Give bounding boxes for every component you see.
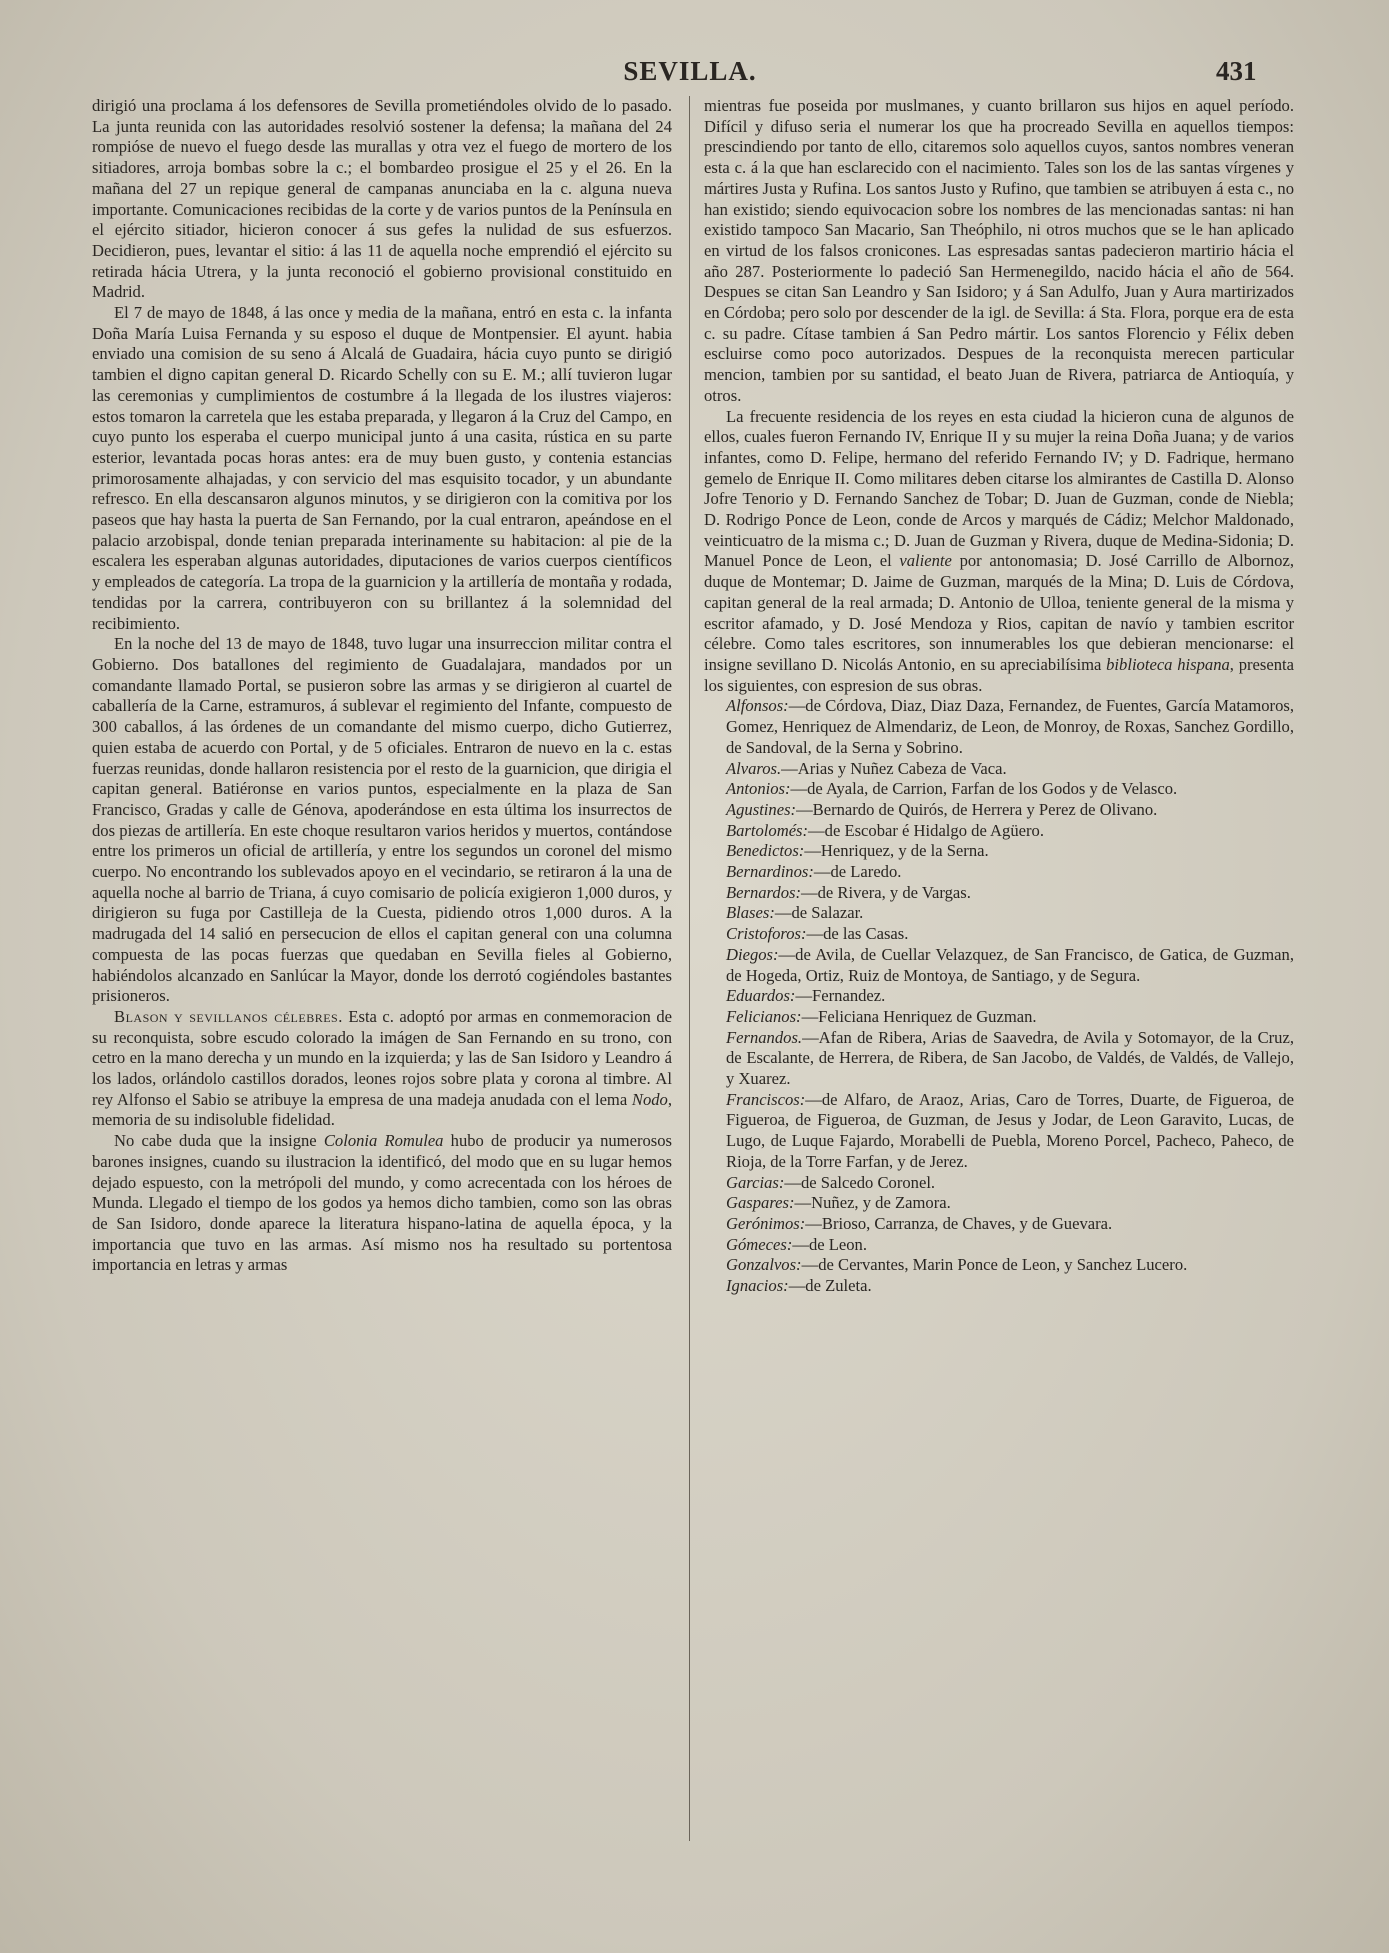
- entry-text: —Arias y Nuñez Cabeza de Vaca.: [781, 758, 1007, 778]
- entry-name: Bartolomés:: [726, 820, 809, 840]
- entry-name: Eduardos:: [726, 986, 796, 1006]
- section-heading: Blason y sevillanos célebres.: [114, 1006, 343, 1026]
- left-column: [92, 96, 672, 1276]
- list-item: [704, 1276, 1294, 1297]
- list-item: [704, 883, 1294, 904]
- paragraph: [92, 1131, 672, 1276]
- entry-text: —de Laredo.: [813, 862, 902, 882]
- paragraph: [92, 1007, 672, 1131]
- entry-text: —de las Casas.: [806, 924, 909, 944]
- entry-text: —de Alfaro, de Araoz, Arias, Caro de Torres, Duarte, de Figueroa, de Figueroa, de Figueroa, de Guzman, de Jesus y Jodar, de Leon Garavito, Lucas, de Lugo, de Luque Fajardo, Morabelli de Puebla, Moreno Porcel, Pacheco, Paheco, de Rioja, de la Torre Farfan, y de Jerez.: [726, 1089, 1294, 1171]
- list-item: [704, 945, 1294, 986]
- entry-text: —de Córdova, Diaz, Diaz Daza, Fernandez, de Fuentes, García Matamoros, Gomez, Henriquez de Almendariz, de Leon, de Monroy, de Roxas, Sanchez Gordillo, de Sandoval, de la Serna y Sobrino.: [726, 696, 1294, 757]
- entry-name: Bernardinos:: [726, 862, 814, 882]
- entry-name: Gómeces:: [726, 1234, 793, 1254]
- text-run: Esta c. adoptó por armas en conmemoracion de su reconquista, sobre escudo colorado la imágen de San Fernando en su trono, con cetro en la mano derecha y un mundo en la izquierda; y las de San Isidoro y Leandro á los lados, orlándolo castillos dorados, leones rojos sobre plata y corona al timbre. Al rey Alfonso el Sabio se atribuye la empresa de una madeja anudada con el lema: [92, 1006, 672, 1109]
- list-item: [704, 1090, 1294, 1173]
- entry-text: —Bernardo de Quirós, de Herrera y Perez de Olivano.: [796, 799, 1158, 819]
- entry-name: Alvaros.: [726, 758, 782, 778]
- paragraph: dirigió una proclama á los defensores de Sevilla prometiéndoles olvido de lo pasado. La junta reunida con las autoridades resolvió sostener la defensa; la mañana del 24 rompióse de nuevo el fuego desde las murallas y otra vez el fuego de mortero de los sitiadores, arroja bombas sobre la c.; el bombardeo prosigue el 25 y el 26. En la mañana del 27 un repique general de campanas anunciaba en la c. alguna nueva importante. Comunicaciones recibidas de la corte y de varios puntos de la Península en el ejército sitiador, hicieron conocer á sus gefes la nulidad de sus esfuerzos. Decidieron, pues, levantar el sitio: á las 11 de aquella noche emprendió el ejército su retirada hácia Utrera, y la junta reconoció el gobierno provisional constituido en Madrid.: [92, 96, 672, 302]
- paragraph: [704, 407, 1294, 697]
- entry-name: Franciscos:: [726, 1089, 806, 1109]
- text-run: por antonomasia; D. José Carrillo de Albornoz, duque de Montemar; D. Jaime de Guzman, marqués de la Mina; D. Luis de Córdova, capitan general de la real armada; D. Antonio de Ulloa, teniente general de la misma y escritor afamado, y D. José Mendoza y Rios, capitan de navío y tambien escritor célebre. Como tales escritores, son innumerables los que debieran mencionarse: el insigne sevillano D. Nicolás Antonio, en su apreciabilísima: [704, 551, 1294, 674]
- paragraph: mientras fue poseida por muslmanes, y cuanto brillaron sus hijos en aquel período. Difícil y difuso seria el numerar los que ha procreado Sevilla en aquellos tiempos: prescindiendo por tanto de ello, citaremos solo aquellos cuyos, santos nombres veneran esta c. á la que han esclarecido con el nacimiento. Tales son los de las santas vírgenes y mártires Justa y Rufina. Los santos Justo y Rufino, que tambien se atribuyen á esta c., no han existido; siendo equivocacion sobre los nombres de las mencionadas santas: ni han existido tampoco San Macario, San Theóphilo, ni otros muchos que se le han aplicado en virtud de los falsos cronicones. Las espresadas santas padecieron martirio hácia el año 287. Posteriormente lo padeció San Hermenegildo, nacido hácia el año de 564. Despues se citan San Leandro y San Isidoro; y á San Adulfo, Juan y Aura martirizados en Córdoba; pero solo por descender de la igl. de Sevilla: á Sta. Flora, porque era de esta c. su padre. Cítase tambien á San Pedro mártir. Los santos Florencio y Félix deben escluirse como poco autorizados. Despues de la reconquista merecen particular mencion, tambien por su santidad, el beato Juan de Rivera, patriarca de Antioquía, y otros.: [704, 96, 1294, 405]
- entry-text: —de Cervantes, Marin Ponce de Leon, y Sanchez Lucero.: [801, 1255, 1188, 1275]
- entry-name: Cristoforos:: [726, 924, 807, 944]
- entry-text: —de Leon.: [792, 1234, 867, 1254]
- entry-text: —Fernandez.: [795, 986, 886, 1006]
- list-item: [704, 841, 1294, 862]
- list-item: [704, 1028, 1294, 1090]
- entry-text: —de Ayala, de Carrion, Farfan de los Godos y de Velasco.: [790, 779, 1178, 799]
- list-item: [704, 696, 1294, 758]
- text-run: No cabe duda que la insigne: [114, 1131, 324, 1151]
- paragraph: El 7 de mayo de 1848, á las once y media de la mañana, entró en esta c. la infanta Doña María Luisa Fernanda y su esposo el duque de Montpensier. El ayunt. habia enviado una comision de su seno á Alcalá de Guadaira, hácia cuyo punto se dirigió tambien el digno capitan general D. Ricardo Schelly con su E. M.; allí tuvieron lugar las ceremonias y cumplimientos de costumbre á la llegada de los ilustres viajeros: estos tomaron la carretela que les estaba preparada, y llegaron á la Cruz del Campo, en cuyo punto los esperaba el cuerpo municipal junto á una casita, rústica en su parte esterior, levantada pocas horas antes: era de muy buen gusto, y contenia estancias primorosamente alhajadas, y con servicio del mas esquisito tocador, y un abundante refresco. En ella descansaron algunos minutos, y se dirigieron con la comitiva por los paseos que hay hasta la puerta de San Fernando, por la cual entraron, apeándose en el palacio arzobispal, donde tenian preparada interinamente su habitacion: al pie de la escalera les esperaban algunas autoridades, diputaciones de varios cuerpos científicos y empleados de categoría. La tropa de la guarnicion y la artillería de montaña y rodada, tendidas por la carrera, contribuyeron con su brillantez á la solemnidad del recibimiento.: [92, 303, 672, 633]
- list-item: [704, 1255, 1294, 1276]
- entry-name: Ignacios:: [726, 1276, 789, 1296]
- list-item: [704, 862, 1294, 883]
- italic-run: valiente: [899, 551, 952, 571]
- entry-name: Felicianos:: [726, 1006, 802, 1026]
- list-item: [704, 1173, 1294, 1194]
- running-head: [0, 56, 1389, 96]
- entry-name: Garcias:: [726, 1172, 785, 1192]
- list-item: [704, 903, 1294, 924]
- entry-text: —Brioso, Carranza, de Chaves, y de Guevara.: [805, 1213, 1113, 1233]
- entry-name: Diegos:: [726, 944, 779, 964]
- list-item: [704, 1193, 1294, 1214]
- list-item: [704, 779, 1294, 800]
- italic-run: biblioteca hispana: [1106, 654, 1230, 674]
- list-item: [704, 986, 1294, 1007]
- entry-text: —de Rivera, y de Vargas.: [800, 882, 971, 902]
- entry-name: Antonios:: [726, 779, 791, 799]
- entry-text: —de Avila, de Cuellar Velazquez, de San Francisco, de Gatica, de Guzman, de Hogeda, Ortiz, Ruiz de Montoya, de Santiago, y de Segura.: [726, 944, 1294, 985]
- entry-text: —Feliciana Henriquez de Guzman.: [801, 1006, 1037, 1026]
- text-run: hubo de producir ya numerosos barones insignes, cuando su ilustracion la identificó, del modo que en su lugar hemos dejado espuesto, con la metrópoli del mundo, y como acrecentada con los héroes de Munda. Llegado el tiempo de los godos ya hemos dicho tambien, como son las obras de San Isidoro, donde aparece la literatura hispano-latina de aquella época, y la importancia que tuvo en las armas. Así mismo nos ha resultado su portentosa importancia en letras y armas: [92, 1131, 672, 1275]
- entry-name: Fernandos.: [726, 1027, 803, 1047]
- list-item: [704, 821, 1294, 842]
- list-item: [704, 759, 1294, 780]
- entry-text: —Afan de Ribera, Arias de Saavedra, de Avila y Sotomayor, de la Cruz, de Escalante, de Herrera, de Ribera, de San Jacobo, de Valdés, de Valdés, de Vallejo, y Xuarez.: [726, 1027, 1294, 1089]
- entry-text: —de Salazar.: [774, 903, 864, 923]
- text-run: , memoria de su indisoluble fidelidad.: [92, 1089, 672, 1130]
- entry-text: —Henriquez, y de la Serna.: [804, 841, 989, 861]
- entry-name: Alfonsos:: [726, 696, 789, 716]
- paragraph: En la noche del 13 de mayo de 1848, tuvo lugar una insurreccion militar contra el Gobierno. Dos batallones del regimiento de Guadalajara, mandados por un comandante llamado Portal, se pusieron sobre las armas y se dirigieron al cuartel de caballería de la Carne, estramuros, á sublevar el regimiento del Infante, compuesto de 300 caballos, á las órdenes de un comandante del mismo cuerpo, dicho Gutierrez, quien estaba de acuerdo con Portal, y de 5 oficiales. Entraron de nuevo en la c. estas fuerzas reunidas, donde hallaron resistencia por el resto de la guarnicion, que dirigia el capitan general. Batiéronse en varios puntos, especialmente en la plaza de San Francisco, Gradas y calle de Génova, apoderándose en esta última los insurrectos de dos piezas de artillería. En este choque resultaron varios heridos y muertos, contándose entre los primeros un oficial de artillería, y entre los segundos un coronel del mismo cuerpo. No encontrando los sublevados apoyo en el vecindario, se retiraron á la una de aquella noche al barrio de Triana, á cuyo comisario de policía exigieron 1,000 duros, y dirigieron su fuga por Castilleja de la Cuesta, pidiendo otros 1,000 duros. A la madrugada del 14 salió en persecucion de ellos el capitan general con una columna compuesta de las pocas fuerzas que quedaban en Sevilla fieles al Gobierno, habiéndolos alcanzado en Sanlúcar la Mayor, donde los derrotó cogiéndoles bastantes prisioneros.: [92, 634, 672, 1006]
- entry-text: —de Salcedo Coronel.: [784, 1172, 936, 1192]
- entry-name: Blases:: [726, 903, 775, 923]
- text-run: , presenta los siguientes, con espresion de sus obras.: [704, 654, 1294, 695]
- page-title: SEVILLA.: [623, 56, 757, 86]
- list-item: [704, 800, 1294, 821]
- entry-name: Benedictos:: [726, 841, 805, 861]
- list-item: [704, 1235, 1294, 1256]
- text-run: La frecuente residencia de los reyes en esta ciudad la hicieron cuna de algunos de ellos, cuales fueron Fernando IV, Enrique II y su mujer la reina Doña Juana; y de varios infantes, como D. Felipe, hermano del referido Fernando IV; y D. Fadrique, hermano gemelo de Enrique II. Como militares deben citarse los almirantes de Castilla D. Alonso Jofre Tenorio y D. Fernando Sanchez de Tobar; D. Juan de Guzman, conde de Niebla; D. Rodrigo Ponce de Leon, conde de Arcos y marqués de Cádiz; Melchor Maldonado, veinticuatro de la misma c.; D. Juan de Guzman y Rivera, duque de Medina-Sidonia; D. Manuel Ponce de Leon, el: [704, 406, 1294, 571]
- list-item: [704, 924, 1294, 945]
- entry-name: Bernardos:: [726, 882, 801, 902]
- list-item: [704, 1214, 1294, 1235]
- entry-name: Gonzalvos:: [726, 1255, 802, 1275]
- entry-text: —Nuñez, y de Zamora.: [794, 1193, 951, 1213]
- entry-name: Gerónimos:: [726, 1213, 806, 1233]
- entry-text: —de Zuleta.: [788, 1276, 872, 1296]
- name-index-list: [704, 696, 1294, 1296]
- entry-name: Agustines:: [726, 799, 797, 819]
- italic-run: Colonia Romulea: [323, 1131, 444, 1151]
- entry-text: —de Escobar é Hidalgo de Agüero.: [808, 820, 1044, 840]
- column-divider: [689, 96, 690, 1841]
- list-item: [704, 1007, 1294, 1028]
- entry-name: Gaspares:: [726, 1193, 795, 1213]
- page-number: 431: [1216, 56, 1257, 86]
- italic-run: Nodo: [631, 1089, 668, 1109]
- right-column: [704, 96, 1294, 1297]
